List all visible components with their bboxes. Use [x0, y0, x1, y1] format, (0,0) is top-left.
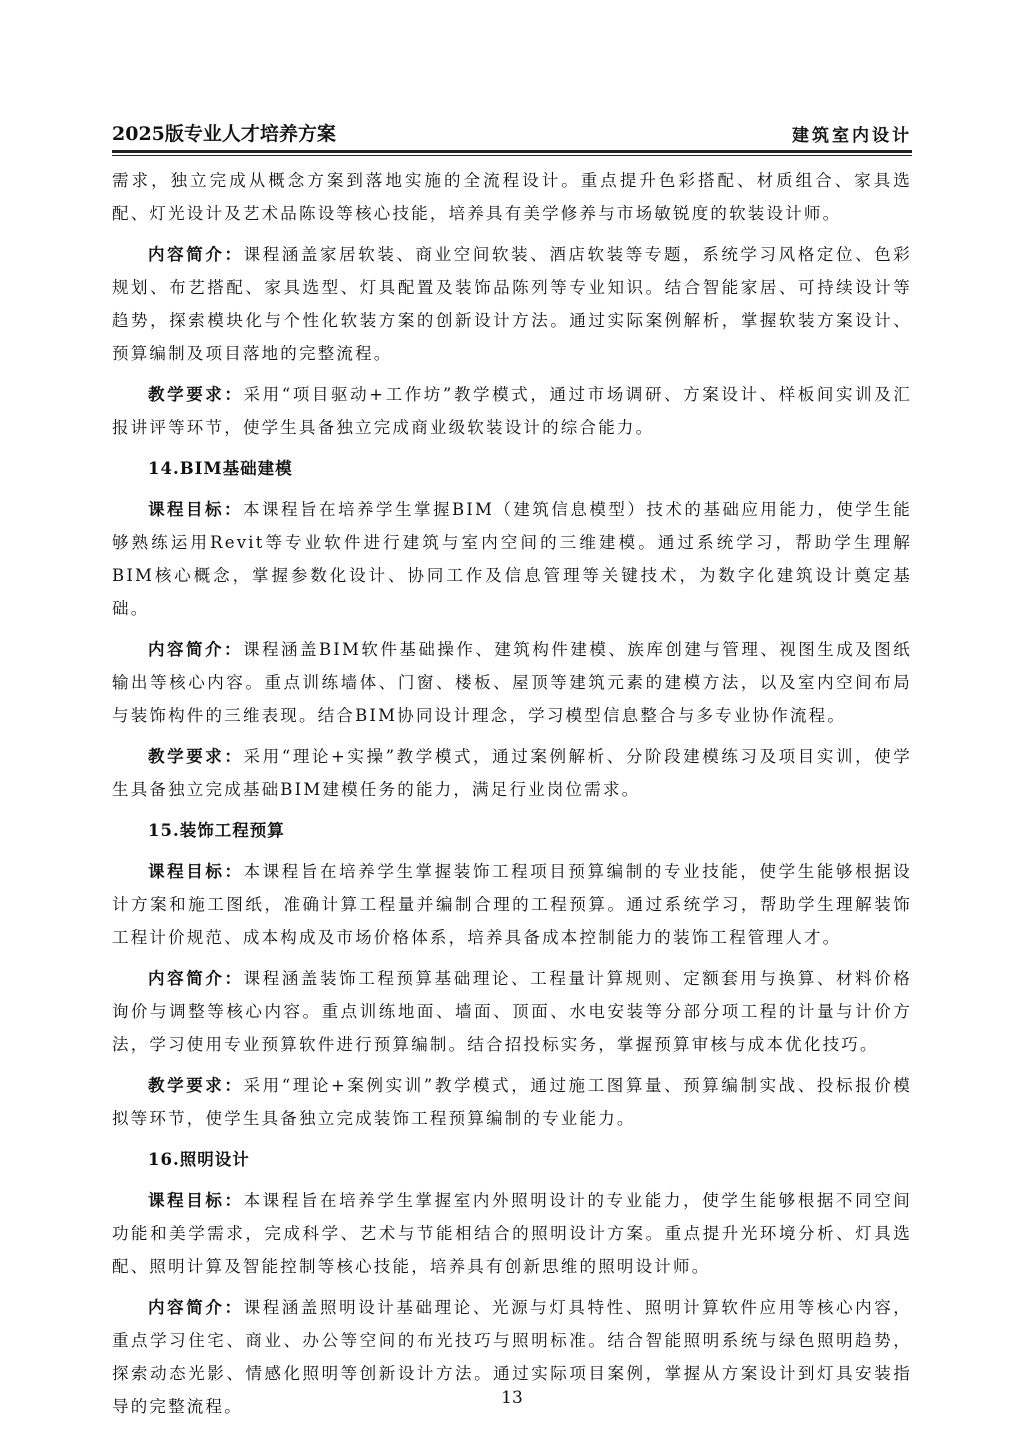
header-major-name: 建筑室内设计: [792, 126, 912, 146]
label: 内容简介：: [148, 969, 244, 988]
paragraph: 课程目标：本课程旨在培养学生掌握BIM（建筑信息模型）技术的基础应用能力，使学生能够熟练运用Revit等专业软件进行建筑与室内空间的三维建模。通过系统学习，帮助学生理解BIM核心概念，掌握参数化设计、协同工作及信息管理等关键技术，为数字化建筑设计奠定基础。: [112, 500, 912, 618]
header-rule-thick: [112, 150, 912, 153]
section-heading: 16.照明设计: [148, 1150, 250, 1169]
paragraph: 内容简介：课程涵盖BIM软件基础操作、建筑构件建模、族库创建与管理、视图生成及图纸输出等核心内容。重点训练墙体、门窗、楼板、屋顶等建筑元素的建模方法，以及室内空间布局与装饰构件的三维表现。结合BIM协同设计理念，学习模型信息整合与多专业协作流程。: [112, 640, 912, 725]
paragraph: 内容简介：课程涵盖家居软装、商业空间软装、酒店软装等专题，系统学习风格定位、色彩规划、布艺搭配、家具选型、灯具配置及装饰品陈列等专业知识。结合智能家居、可持续设计等趋势，探索模块化与个性化软装方案的创新设计方法。通过实际案例解析，掌握软装方案设计、预算编制及项目落地的完整流程。: [112, 245, 913, 363]
page-number: 13: [501, 1388, 523, 1408]
label: 教学要求：: [148, 747, 244, 766]
paragraph: 内容简介：课程涵盖装饰工程预算基础理论、工程量计算规则、定额套用与换算、材料价格询价与调整等核心内容。重点训练地面、墙面、顶面、水电安装等分部分项工程的计量与计价方法，学习使用专业预算软件进行预算编制。结合招投标实务，掌握预算审核与成本优化技巧。: [112, 969, 913, 1054]
label: 内容简介：: [148, 640, 243, 659]
running-header: [112, 122, 912, 148]
paragraph: 需求，独立完成从概念方案到落地实施的全流程设计。重点提升色彩搭配、材质组合、家具选配、灯光设计及艺术品陈设等核心技能，培养具有美学修养与市场敏锐度的软装设计师。: [112, 171, 912, 223]
label: 内容简介：: [148, 245, 244, 264]
label: 教学要求：: [148, 385, 244, 404]
paragraph: 教学要求：采用“理论+案例实训”教学模式，通过施工图算量、预算编制实战、投标报价模拟等环节，使学生具备独立完成装饰工程预算编制的专业能力。: [112, 1076, 912, 1128]
paragraph: 课程目标：本课程旨在培养学生掌握室内外照明设计的专业能力，使学生能够根据不同空间功能和美学需求，完成科学、艺术与节能相结合的照明设计方案。重点提升光环境分析、灯具选配、照明计算及智能控制等核心技能，培养具有创新思维的照明设计师。: [112, 1191, 913, 1276]
paragraph: 内容简介：课程涵盖照明设计基础理论、光源与灯具特性、照明计算软件应用等核心内容，重点学习住宅、商业、办公等空间的布光技巧与照明标准。结合智能照明系统与绿色照明趋势，探索动态光影、情感化照明等创新设计方法。通过实际项目案例，掌握从方案设计到灯具安装指导的完整流程。: [112, 1298, 913, 1416]
section-heading: 14.BIM基础建模: [148, 459, 293, 478]
label: 课程目标：: [148, 1191, 244, 1210]
label: 课程目标：: [148, 500, 243, 519]
paragraph: 教学要求：采用“理论+实操”教学模式，通过案例解析、分阶段建模练习及项目实训，使学生具备独立完成基础BIM建模任务的能力，满足行业岗位需求。: [112, 747, 912, 799]
label: 课程目标：: [148, 862, 244, 881]
label: 内容简介：: [148, 1298, 244, 1317]
paragraph: 教学要求：采用“项目驱动+工作坊”教学模式，通过市场调研、方案设计、样板间实训及汇报讲评等环节，使学生具备独立完成商业级软装设计的综合能力。: [112, 385, 912, 437]
label: 教学要求：: [148, 1076, 244, 1095]
header-rule-thin: [112, 155, 912, 156]
page-body: [112, 164, 912, 1431]
paragraph: 课程目标：本课程旨在培养学生掌握装饰工程项目预算编制的专业技能，使学生能够根据设计方案和施工图纸，准确计算工程量并编制合理的工程预算。通过系统学习，帮助学生理解装饰工程计价规范、成本构成及市场价格体系，培养具备成本控制能力的装饰工程管理人才。: [112, 862, 913, 947]
section-heading: 15.装饰工程预算: [148, 821, 285, 840]
header-program-title: 2025版专业人才培养方案: [112, 123, 336, 145]
